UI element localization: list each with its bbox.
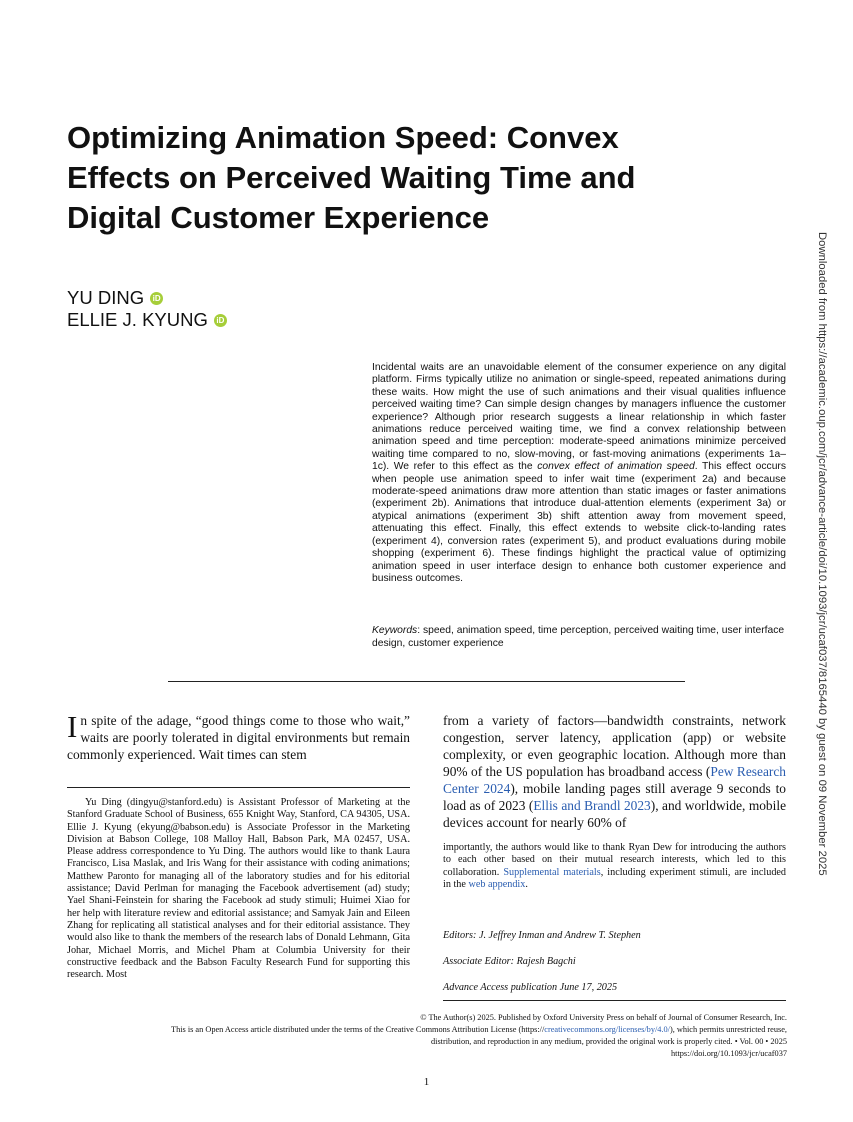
body-paragraph: from a variety of factors—bandwidth constraints, network congestion, server latency, application (app) or website complexity, or even geographic location. Although more than 90% of the US population has broadband access ( (443, 713, 786, 779)
keywords-text: : speed, animation speed, time perception, perceived waiting time, user interface design, customer experience (372, 625, 785, 649)
title-line: Digital Customer Experience (67, 200, 490, 235)
footnote-divider (67, 787, 410, 788)
download-note: Downloaded from https://academic.oup.com/jcr/advance-article/doi/10.1093/jcr/ucaf037/8165440 by guest on 09 November 2025 (816, 232, 828, 876)
copyright-notice (60, 1012, 787, 1060)
drop-cap: I (67, 709, 78, 744)
license-text: ), which permits unrestricted reuse, (669, 1025, 787, 1034)
abstract-text: . This effect occurs when people use animation speed to infer wait time (experiment 2a) and because moderate-speed animations draw more attention than static images or faster animations (experiment 2b). Animations that introduce dual-attention elements (experiment 3a) or atypical animations (experiment 3b) shift attention away from movement speed, attenuating this effect. Finally, this effect extends to website click-to-landing rates (experiment 4), conversion rates (experiment 5), and product evaluations during mobile shopping (experiment 6). These findings highlight the practical value of optimizing animation speed in user interface design to enhance both customer experience and business outcomes. (372, 461, 786, 584)
section-divider (168, 681, 685, 682)
license-text: This is an Open Access article distributed under the terms of the Creative Commons Attribution License (https:// (171, 1025, 545, 1034)
body-paragraph: ), and worldwide, mobile devices account for nearly 60% of (443, 798, 787, 830)
footnote-divider (443, 1000, 786, 1001)
footnote-text: . (525, 878, 528, 890)
editors: Editors: J. Jeffrey Inman and Andrew T. Stephen (443, 930, 641, 941)
body-paragraph: ), mobile landing pages still average 9 seconds to load as of 2023 ( (443, 781, 786, 813)
footnote-text: , including experiment stimuli, are included in the (443, 866, 787, 890)
author-footnote: Yu Ding (dingyu@stanford.edu) is Assistant Professor of Marketing at the Stanford Graduate School of Business, 655 Knight Way, Stanford, CA 94305, USA. Ellie J. Kyung (ekyung@babson.edu) is Associate Professor in the Marketing Division at Babson College, 108 Malloy Hall, Babson Park, MA 02457, USA. Please address correspondence to Yu Ding. The authors would like to thank Laura Francisco, Lisa Maslak, and Iris Wang for their assistance with coding animations; Matthew Paronto for managing all of the laboratory studies and for his editorial assistance; David Perlman for managing the Facebook advertisement (ad) study; Yael Shani-Feinstein for sharing the Facebook ad study stimuli; Huimei Xiao for her help with literature review and editorial assistance; and Samyak Jain and Eileen Zhang for replicating all statistical analyses and for their editorial assistance. They would also like to thank the members of the research labs of Donald Lehmann, Gita Johar, Michael Morris, and Michel Pham at Columbia University for their constructive feedback and the Babson Faculty Research Fund for supporting this research. Most (67, 797, 410, 981)
abstract (372, 362, 786, 585)
acknowledgment-footnote (443, 842, 786, 891)
author-list (67, 287, 227, 331)
author (67, 309, 227, 331)
license-line (60, 1024, 787, 1036)
author-name: YU DING (67, 287, 145, 308)
copyright-line: © The Author(s) 2025. Published by Oxford University Press on behalf of Journal of Consumer Research, Inc. (420, 1013, 787, 1022)
doi-line: https://doi.org/10.1093/jcr/ucaf037 (671, 1049, 787, 1058)
article-title (67, 118, 767, 238)
license-link[interactable]: creativecommons.org/licenses/by/4.0/ (544, 1025, 670, 1034)
abstract-emphasis: convex effect of animation speed (537, 461, 695, 473)
keywords (372, 624, 786, 650)
license-line: distribution, and reproduction in any medium, provided the original work is properly cited. • Vol. 00 • 2025 (431, 1037, 787, 1046)
body-text-left (67, 709, 410, 763)
keywords-label: Keywords (372, 625, 418, 636)
title-line: Optimizing Animation Speed: Convex (67, 120, 619, 155)
orcid-icon[interactable]: iD (214, 314, 227, 327)
title-line: Effects on Perceived Waiting Time and (67, 160, 636, 195)
author (67, 287, 227, 309)
body-text-right (443, 712, 786, 831)
web-appendix-link[interactable]: web appendix (468, 878, 526, 890)
citation-link[interactable]: Ellis and Brandl 2023 (533, 798, 651, 813)
orcid-icon[interactable]: iD (150, 292, 163, 305)
citation-link[interactable]: Pew Research Center 2024 (443, 764, 786, 796)
page-number: 1 (423, 1076, 430, 1088)
body-paragraph: n spite of the adage, “good things come to those who wait,” waits are poorly tolerated in digital environments but remain commonly experienced. Wait times can stem (67, 713, 410, 762)
author-name: ELLIE J. KYUNG (67, 309, 208, 330)
advance-access-date: Advance Access publication June 17, 2025 (443, 982, 618, 993)
supplemental-link[interactable]: Supplemental materials (503, 866, 601, 878)
abstract-text: Incidental waits are an unavoidable element of the consumer experience on any digital platform. Firms typically utilize no animation or single-speed, repeated animations during these waits. How might the use of such animations and their visual qualities influence perceived waiting time? Can simple design changes by managers influence the customer experience? Although prior research suggests a linear relationship in which faster animations reduce perceived waiting time, we find a convex relationship between animation speed and time perception: moderate-speed animations minimize perceived waiting time compared to no, slow-moving, or fast-moving animations (experiments 1a–1c). We refer to this effect as the (372, 362, 786, 473)
associate-editor: Associate Editor: Rajesh Bagchi (443, 956, 576, 967)
footnote-text: importantly, the authors would like to thank Ryan Dew for introducing the authors to each other based on their mutual research interests, which led to this collaboration. (443, 842, 786, 878)
